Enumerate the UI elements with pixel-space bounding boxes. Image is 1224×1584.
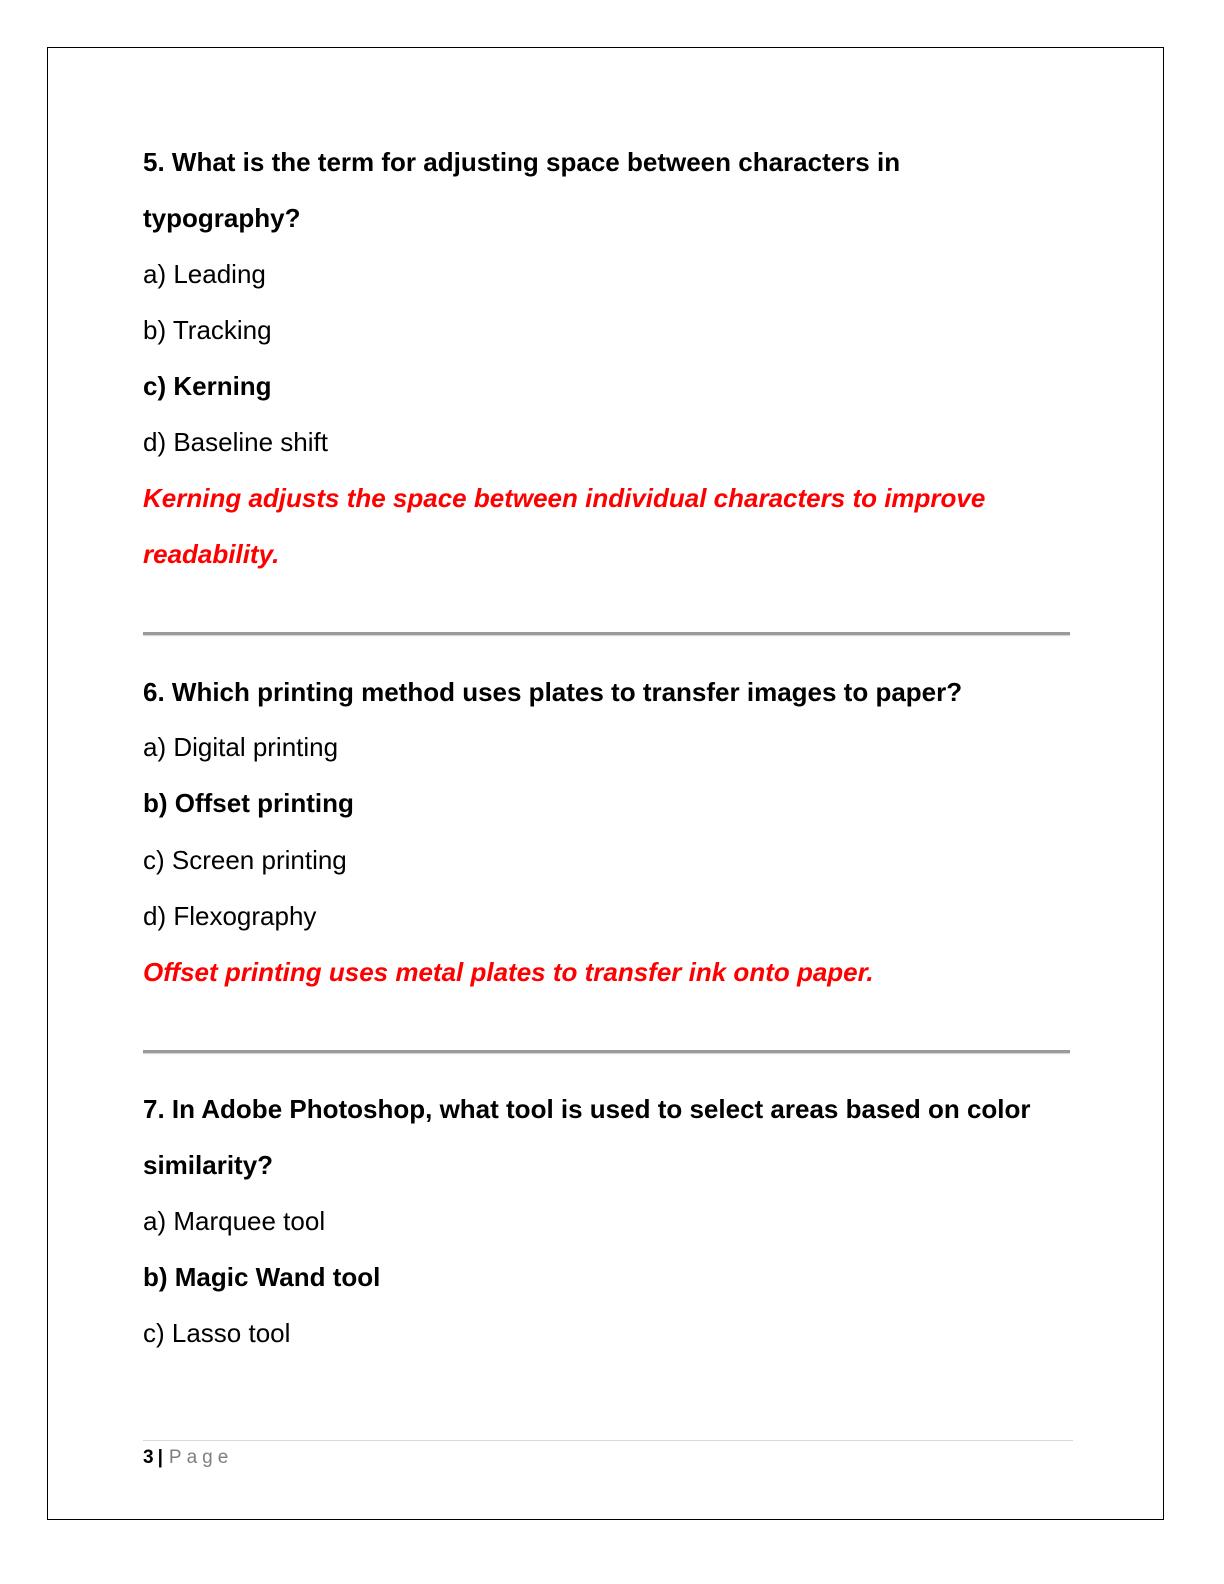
question-5-explanation-line2: readability. — [143, 539, 280, 569]
question-6-option-b-correct: b) Offset printing — [143, 788, 354, 818]
question-5-explanation-line1: Kerning adjusts the space between individual characters to improve — [143, 483, 986, 513]
section-divider — [143, 1050, 1070, 1053]
section-divider — [143, 632, 1070, 635]
question-7-option-b-correct: b) Magic Wand tool — [143, 1262, 381, 1292]
question-6-text: 6. Which printing method uses plates to transfer images to paper? — [143, 677, 963, 707]
question-6-explanation: Offset printing uses metal plates to transfer ink onto paper. — [143, 957, 874, 987]
footer-rule — [143, 1440, 1073, 1441]
question-5-option-a: a) Leading — [143, 259, 266, 289]
question-7-option-a: a) Marquee tool — [143, 1206, 326, 1236]
page-number: 3 — [143, 1447, 154, 1468]
question-6-option-d: d) Flexography — [143, 901, 317, 931]
question-7-text-line1: 7. In Adobe Photoshop, what tool is used to select areas based on color — [143, 1094, 1031, 1124]
question-7-text-line2: similarity? — [143, 1150, 274, 1180]
question-6-option-c: c) Screen printing — [143, 845, 347, 875]
question-5-text-line1: 5. What is the term for adjusting space between characters in — [143, 147, 901, 177]
footer-separator: | — [157, 1447, 163, 1468]
question-6-option-a: a) Digital printing — [143, 732, 339, 762]
question-7-option-c: c) Lasso tool — [143, 1318, 291, 1348]
question-5-option-d: d) Baseline shift — [143, 427, 328, 457]
question-5-text-line2: typography? — [143, 203, 301, 233]
question-5-option-c-correct: c) Kerning — [143, 371, 272, 401]
page-word: Page — [168, 1447, 234, 1468]
page-footer — [143, 1446, 233, 1470]
question-5-option-b: b) Tracking — [143, 315, 272, 345]
